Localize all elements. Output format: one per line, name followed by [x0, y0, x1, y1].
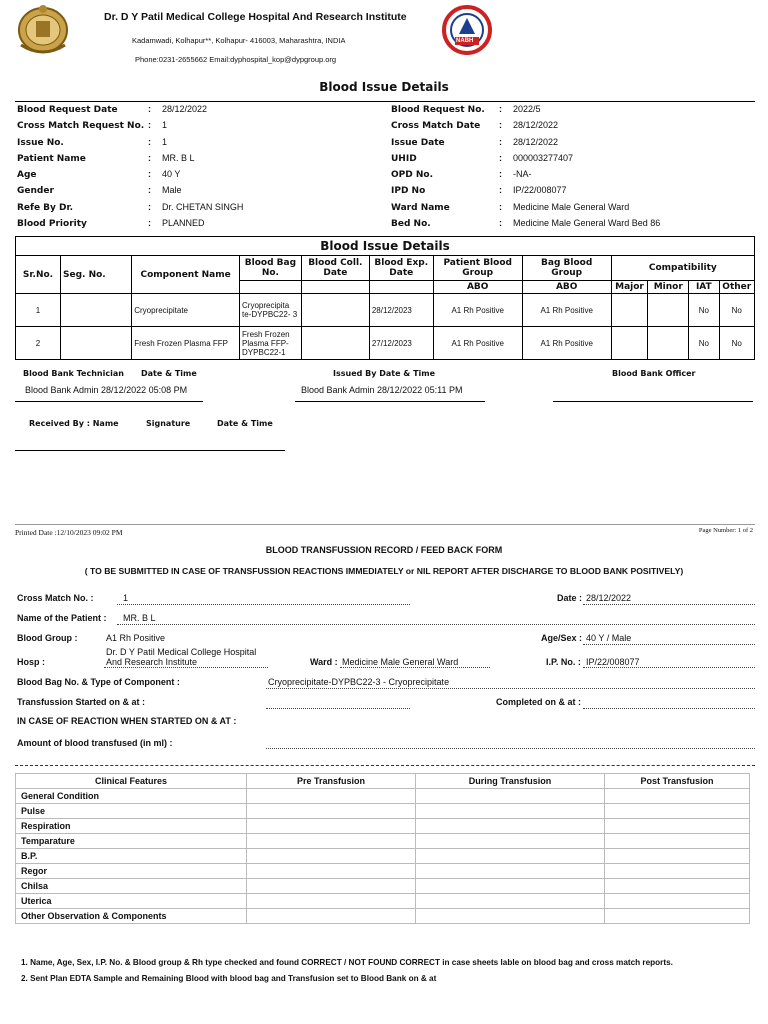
col-minor: Minor — [648, 281, 689, 294]
issue-table-row — [16, 294, 755, 327]
clinical-row — [16, 804, 750, 819]
col-major: Major — [611, 281, 648, 294]
issue-cell-seg — [61, 327, 132, 360]
issue-cell-iat: No — [689, 294, 719, 327]
field-colon: : — [148, 104, 151, 114]
field-label: Bed No. — [391, 219, 431, 230]
clinical-row — [16, 819, 750, 834]
field-colon: : — [148, 120, 151, 131]
clinical-row — [16, 909, 750, 924]
field-value: Medicine Male General Ward Bed 86 — [513, 218, 661, 229]
hosp-label: Hosp : — [17, 657, 45, 667]
patient-value: MR. B L — [123, 613, 156, 623]
tech-line — [15, 401, 203, 402]
field-row — [391, 104, 660, 120]
clinical-cell — [416, 789, 605, 804]
officer-line — [553, 401, 753, 402]
issued-value: Blood Bank Admin 28/12/2022 05:11 PM — [301, 385, 463, 395]
date-label: Date : — [557, 593, 583, 603]
col-abo-patient: ABO — [433, 281, 522, 294]
field-row — [17, 137, 243, 153]
col-bag-no: Blood Bag No. — [240, 256, 302, 281]
clinical-cell — [416, 849, 605, 864]
field-value: 28/12/2022 — [162, 104, 208, 114]
hosp-line — [104, 667, 268, 668]
field-row — [391, 153, 660, 169]
issue-cell-iat: No — [689, 327, 719, 360]
issue-cell-component: Fresh Frozen Plasma FFP — [132, 327, 240, 360]
started-label: Transfussion Started on & at : — [17, 697, 146, 707]
field-label: Gender — [17, 186, 54, 197]
clinical-cell — [247, 789, 416, 804]
clinical-cell — [247, 804, 416, 819]
institute-address: Kadamwadi, Kolhapur**, Kolhapur- 416003, Maharashtra, INDIA — [132, 36, 346, 45]
completed-label: Completed on & at : — [496, 697, 581, 707]
clinical-cell — [605, 834, 750, 849]
clinical-cell — [416, 909, 605, 924]
issue-cell-bag: Fresh Frozen Plasma FFP- DYPBC22-1 — [240, 327, 302, 360]
field-colon: : — [148, 218, 151, 229]
clinical-feature-label: Respiration — [16, 819, 247, 834]
tech-value: Blood Bank Admin 28/12/2022 05:08 PM — [25, 385, 188, 395]
issue-right-fields — [391, 104, 660, 234]
received-sig-label: Signature — [146, 419, 191, 428]
field-colon: : — [499, 104, 502, 114]
clinical-feature-label: Chilsa — [16, 879, 247, 894]
ip-line — [583, 667, 755, 668]
clinical-cell — [416, 834, 605, 849]
clinical-table-wrapper — [15, 773, 750, 924]
issued-line — [295, 401, 485, 402]
field-value: PLANNED — [162, 218, 205, 229]
col-exp-date: Blood Exp. Date — [369, 256, 433, 281]
issue-cell-seg — [61, 294, 132, 327]
clinical-row — [16, 864, 750, 879]
clinical-cell — [247, 894, 416, 909]
clinical-cell — [605, 879, 750, 894]
col-bag-group: Bag Blood Group — [522, 256, 611, 281]
amount-label: Amount of blood transfused (in ml) : — [17, 738, 173, 748]
field-row — [391, 185, 660, 201]
ip-value: IP/22/008077 — [586, 657, 640, 667]
field-value: 40 Y — [162, 169, 181, 180]
col-bag-no-sub — [240, 281, 302, 294]
field-colon: : — [499, 152, 502, 163]
clinical-cell — [247, 909, 416, 924]
patient-line — [117, 624, 755, 625]
nabh-label: NABH — [456, 38, 474, 44]
col-other: Other — [719, 281, 755, 294]
age-sex-label: Age/Sex : — [541, 633, 583, 643]
clinical-cell — [416, 894, 605, 909]
form-subtitle: ( TO BE SUBMITTED IN CASE OF TRANSFUSSION REACTIONS IMMEDIATELY or NIL REPORT AFTER DISCHARGE TO BLOOD BANK POSITIVELY) — [84, 566, 684, 576]
issue-cell-minor — [648, 294, 689, 327]
field-value: 1 — [162, 136, 168, 147]
form-divider — [15, 524, 755, 525]
field-row — [391, 218, 660, 234]
issue-cell-exp: 28/12/2023 — [369, 294, 433, 327]
received-line — [15, 450, 285, 451]
field-colon: : — [499, 185, 502, 196]
issue-cell-major — [611, 327, 648, 360]
field-colon: : — [148, 136, 151, 147]
form-title: BLOOD TRANSFUSSION RECORD / FEED BACK FORM — [265, 545, 503, 555]
started-line — [266, 708, 410, 709]
clinical-cell — [605, 909, 750, 924]
field-row — [391, 120, 660, 136]
field-value: 1 — [162, 120, 168, 131]
field-colon: : — [148, 152, 151, 163]
field-value: IP/22/008077 — [513, 185, 567, 196]
col-component: Component Name — [132, 256, 240, 294]
field-label: Blood Priority — [17, 219, 87, 230]
institute-name: Dr. D Y Patil Medical College Hospital And Research Institute — [104, 11, 407, 23]
clinical-cell — [605, 819, 750, 834]
clinical-row — [16, 879, 750, 894]
clinical-feature-label: B.P. — [16, 849, 247, 864]
clinical-feature-label: Temparature — [16, 834, 247, 849]
issue-table-wrapper — [15, 236, 755, 360]
field-colon: : — [499, 169, 502, 180]
clinical-row — [16, 789, 750, 804]
clinical-cell — [247, 879, 416, 894]
clinical-cell — [416, 864, 605, 879]
date-value: 28/12/2022 — [586, 593, 632, 603]
blood-group-value: A1 Rh Positive — [106, 633, 166, 643]
field-row — [17, 120, 243, 136]
issue-cell-pgroup: A1 Rh Positive — [433, 327, 522, 360]
field-colon: : — [499, 201, 502, 212]
clinical-cell — [416, 879, 605, 894]
blood-group-label: Blood Group : — [17, 633, 78, 643]
clinical-row — [16, 849, 750, 864]
issue-cell-srno: 1 — [16, 294, 61, 327]
col-srno: Sr.No. — [16, 256, 61, 294]
clinical-cell — [247, 849, 416, 864]
age-sex-value: 40 Y / Male — [586, 633, 632, 643]
col-iat: IAT — [689, 281, 719, 294]
field-row — [17, 185, 243, 201]
dashed-separator — [15, 765, 755, 766]
issue-cell-other: No — [719, 327, 755, 360]
field-row — [391, 137, 660, 153]
issue-cell-coll — [301, 327, 369, 360]
completed-line — [583, 708, 755, 709]
field-colon: : — [499, 136, 502, 147]
printed-date: Printed Date :12/10/2023 09:02 PM — [15, 528, 123, 537]
date-line — [583, 604, 755, 605]
issued-label: Issued By Date & Time — [333, 369, 436, 378]
cross-match-line — [117, 604, 410, 605]
issue-table — [15, 236, 755, 360]
officer-label: Blood Bank Officer — [612, 369, 696, 378]
institute-contact: Phone:0231-2655662 Email:dyphospital_kop@dypgroup.org — [135, 55, 337, 64]
field-row — [17, 202, 243, 218]
field-label: IPD No — [391, 186, 426, 197]
clinical-feature-label: Uterica — [16, 894, 247, 909]
issue-cell-bgroup: A1 Rh Positive — [522, 294, 611, 327]
col-segno: Seg. No. — [61, 256, 132, 294]
field-value: Male — [162, 185, 182, 196]
issue-cell-other: No — [719, 294, 755, 327]
cf-header-post: Post Transfusion — [605, 774, 750, 789]
issue-left-fields — [17, 104, 243, 234]
tech-label: Blood Bank Technician — [23, 369, 124, 378]
field-label: Issue No. — [17, 137, 64, 148]
field-colon: : — [148, 169, 151, 180]
issue-cell-bag: Cryoprecipita te-DYPBC22- 3 — [240, 294, 302, 327]
clinical-cell — [416, 819, 605, 834]
hosp-value-1: Dr. D Y Patil Medical College Hospital — [106, 647, 257, 657]
clinical-cell — [247, 819, 416, 834]
field-row — [391, 202, 660, 218]
clinical-cell — [605, 864, 750, 879]
field-label: Cross Match Request No. — [17, 121, 145, 132]
bag-label: Blood Bag No. & Type of Component : — [17, 677, 180, 687]
issue-cell-exp: 27/12/2023 — [369, 327, 433, 360]
ward-line — [340, 667, 490, 668]
field-label: Ward Name — [391, 202, 450, 213]
clinical-feature-label: Other Observation & Components — [16, 909, 247, 924]
clinical-cell — [605, 849, 750, 864]
field-value: 28/12/2022 — [513, 120, 559, 131]
field-row — [17, 104, 243, 120]
cf-header-features: Clinical Features — [16, 774, 247, 789]
field-value: 2022/5 — [513, 104, 541, 114]
field-label: OPD No. — [391, 170, 433, 181]
clinical-cell — [416, 804, 605, 819]
field-label: Refe By Dr. — [17, 202, 74, 213]
col-coll-sub — [301, 281, 369, 294]
ward-label: Ward : — [310, 657, 338, 667]
field-row — [17, 218, 243, 234]
clinical-cell — [247, 864, 416, 879]
clinical-feature-label: Pulse — [16, 804, 247, 819]
field-colon: : — [499, 120, 502, 131]
received-dt-label: Date & Time — [217, 419, 273, 428]
issue-title: Blood Issue Details — [319, 80, 449, 94]
field-value: 000003277407 — [513, 152, 574, 163]
title-underline — [15, 101, 755, 102]
clinical-cell — [605, 789, 750, 804]
field-value: Medicine Male General Ward — [513, 201, 630, 212]
patient-label: Name of the Patient : — [17, 613, 107, 623]
field-colon: : — [499, 218, 502, 229]
hosp-value-2: And Research Institute — [106, 657, 198, 667]
issue-cell-major — [611, 294, 648, 327]
tech-dt-label: Date & Time — [141, 369, 197, 378]
amount-line — [266, 748, 755, 749]
issue-cell-minor — [648, 327, 689, 360]
note-1: 1. Name, Age, Sex, I.P. No. & Blood group & Rh type checked and found CORRECT / NOT FOUND CORRECT in case sheets lable on blood bag and cross match reports. — [21, 958, 673, 967]
nabh-logo — [441, 4, 493, 56]
col-exp-sub — [369, 281, 433, 294]
issue-table-title: Blood Issue Details — [16, 237, 755, 256]
field-label: Age — [17, 170, 37, 181]
clinical-feature-label: General Condition — [16, 789, 247, 804]
reaction-label: IN CASE OF REACTION WHEN STARTED ON & AT : — [17, 716, 237, 726]
field-label: Blood Request No. — [391, 105, 485, 115]
cf-header-pre: Pre Transfusion — [247, 774, 416, 789]
clinical-table — [15, 773, 750, 924]
issue-cell-srno: 2 — [16, 327, 61, 360]
field-label: Cross Match Date — [391, 121, 481, 132]
clinical-cell — [247, 834, 416, 849]
field-label: UHID — [391, 153, 417, 164]
issue-cell-bgroup: A1 Rh Positive — [522, 327, 611, 360]
field-value: MR. B L — [162, 152, 195, 163]
page-number: Page Number: 1 of 2 — [698, 527, 753, 534]
age-sex-line — [583, 644, 755, 645]
field-colon: : — [148, 185, 151, 196]
clinical-row — [16, 894, 750, 909]
ward-value: Medicine Male General Ward — [342, 657, 459, 667]
bag-value: Cryoprecipitate-DYPBC22-3 - Cryoprecipitate — [268, 677, 450, 687]
col-abo-bag: ABO — [522, 281, 611, 294]
ip-label: I.P. No. : — [546, 657, 581, 667]
clinical-feature-label: Regor — [16, 864, 247, 879]
field-label: Issue Date — [391, 137, 445, 148]
field-value: -NA- — [513, 169, 532, 180]
col-compat: Compatibility — [611, 256, 754, 281]
col-coll-date: Blood Coll. Date — [301, 256, 369, 281]
col-patient-group: Patient Blood Group — [433, 256, 522, 281]
field-label: Blood Request Date — [17, 105, 118, 115]
issue-cell-component: Cryoprecipitate — [132, 294, 240, 327]
field-row — [17, 169, 243, 185]
college-logo — [15, 3, 71, 55]
bag-line — [266, 688, 755, 689]
cross-match-value: 1 — [123, 593, 129, 603]
cf-header-during: During Transfusion — [416, 774, 605, 789]
clinical-cell — [605, 894, 750, 909]
field-row — [17, 153, 243, 169]
issue-table-row — [16, 327, 755, 360]
clinical-row — [16, 834, 750, 849]
clinical-cell — [605, 804, 750, 819]
field-colon: : — [148, 201, 151, 212]
cross-match-label: Cross Match No. : — [17, 593, 94, 603]
issue-cell-pgroup: A1 Rh Positive — [433, 294, 522, 327]
issue-cell-coll — [301, 294, 369, 327]
note-2: 2. Sent Plan EDTA Sample and Remaining Blood with blood bag and Transfusion set to Blood Bank on & at — [21, 974, 437, 983]
field-label: Patient Name — [17, 153, 86, 164]
field-value: 28/12/2022 — [513, 136, 559, 147]
field-row — [391, 169, 660, 185]
received-name-label: Received By : Name — [29, 419, 119, 428]
field-value: Dr. CHETAN SINGH — [162, 201, 244, 212]
